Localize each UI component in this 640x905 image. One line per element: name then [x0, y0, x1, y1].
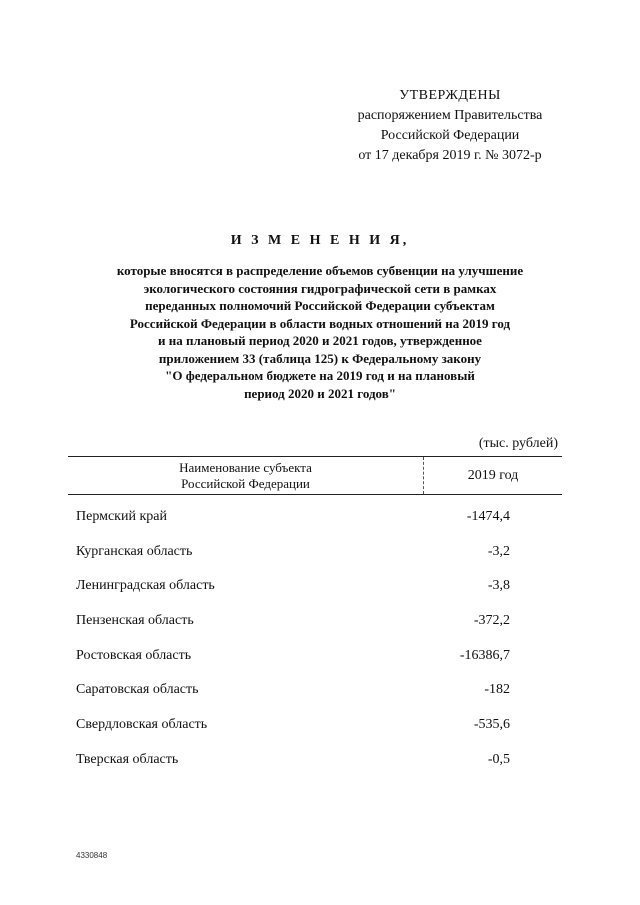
document-code: 4330848 [76, 851, 108, 860]
table-row [76, 717, 556, 752]
approval-title: УТВЕРЖДЕНЫ [399, 88, 501, 103]
row-region: Ростовская область [76, 647, 192, 663]
row-value: -182 [484, 682, 510, 698]
row-region: Курганская область [76, 543, 193, 559]
row-region: Свердловская область [76, 717, 208, 733]
table-row [76, 613, 556, 648]
subtitle-line: период 2020 и 2021 годов" [244, 385, 396, 401]
row-value: -535,6 [473, 717, 510, 733]
subtitle-line: "О федеральном бюджете на 2019 год и на плановый [165, 368, 475, 383]
subtitle-line: и на плановый период 2020 и 2021 годов, утвержденное [158, 333, 482, 348]
header-region-line2: Российской Федерации [181, 476, 310, 491]
approval-line-government: Российской Федерации [380, 128, 520, 143]
subtitle-line: переданных полномочий Российской Федерации субъектам [145, 298, 495, 313]
row-region: Пермский край [76, 509, 167, 524]
row-value: -0,5 [487, 751, 510, 767]
table-header [68, 456, 562, 495]
approval-block [330, 86, 570, 166]
row-value: -1474,4 [466, 509, 510, 524]
subtitle-line: которые вносятся в распределение объемов субвенции на улучшение [116, 263, 524, 278]
row-region: Пензенская область [76, 613, 194, 629]
subtitle-line: экологического состояния гидрографической сети в рамках [143, 280, 497, 296]
table-row [76, 752, 556, 787]
table-body [76, 509, 556, 787]
units-label: (тыс. рублей) [478, 436, 558, 451]
row-value: -3,8 [487, 578, 510, 594]
subtitle-line: приложением 33 (таблица 125) к Федеральному закону [158, 350, 482, 366]
table-row [76, 648, 556, 683]
row-region: Тверская область [76, 751, 179, 767]
subtitle-line: Российской Федерации в области водных отношений на 2019 год [129, 315, 511, 331]
table-row [76, 544, 556, 579]
row-value: -16386,7 [459, 647, 510, 663]
table-row [76, 509, 556, 544]
table-row [76, 578, 556, 613]
row-region: Ленинградская область [76, 578, 215, 594]
approval-line-date: от 17 декабря 2019 г. № 3072-р [358, 148, 542, 163]
row-region: Саратовская область [76, 682, 199, 698]
row-value: -372,2 [473, 613, 510, 629]
header-year: 2019 год [467, 468, 519, 483]
header-region-name [68, 457, 423, 494]
document-heading: И З М Е Н Е Н И Я, [230, 233, 410, 248]
row-value: -3,2 [487, 543, 510, 559]
approval-line-order: распоряжением Правительства [357, 108, 543, 123]
table-row [76, 682, 556, 717]
header-region-line1: Наименование субъекта [179, 460, 312, 475]
document-subtitle [60, 262, 580, 402]
